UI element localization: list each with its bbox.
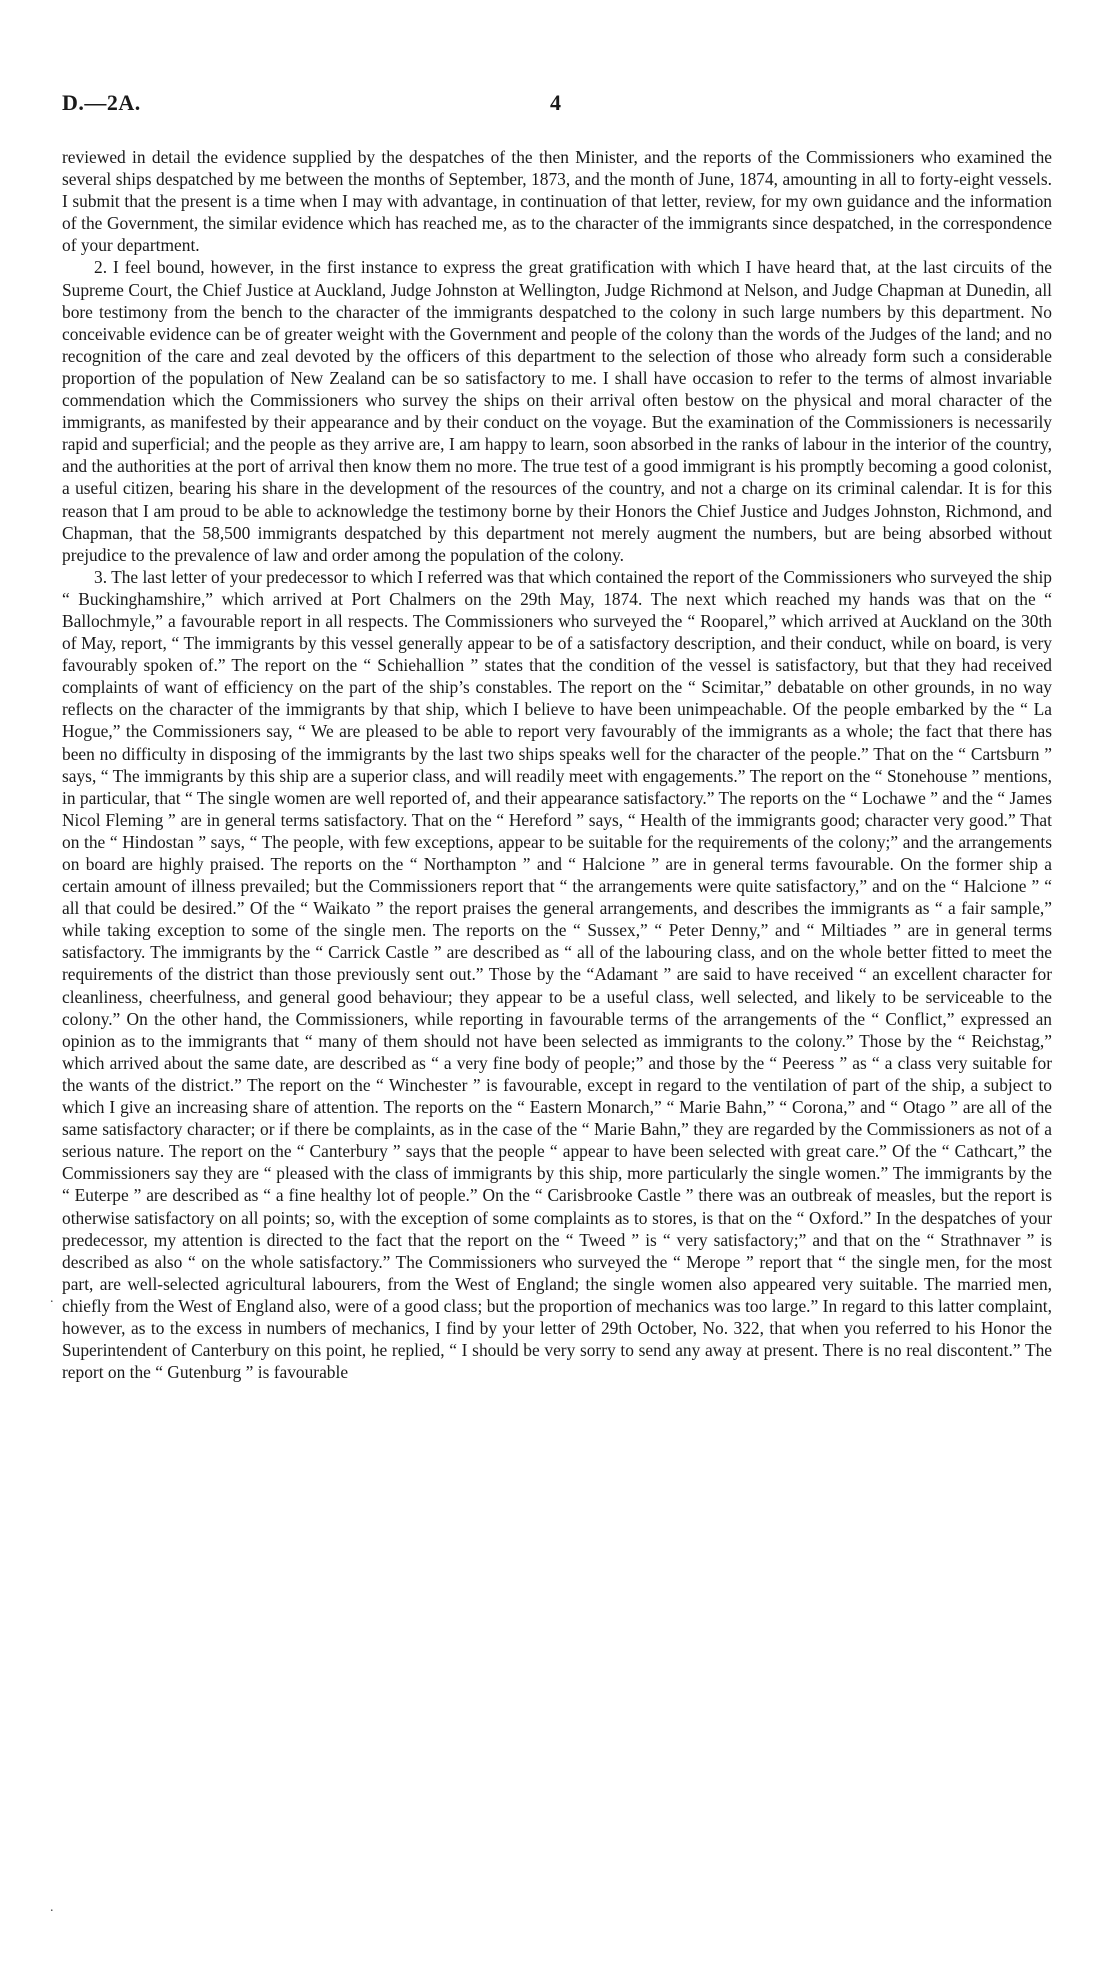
paragraph-3: 3. The last letter of your predecessor to which I referred was that which contained the report of the Commissioners who surveyed the ship “ Buckinghamshire,” which arrived at Port Chalmers on the 29th May, 1874. The next which reached my hands was that on the “ Ballochmyle,” a favourable report in all respects. The Commissioners who surveyed the “ Rooparel,” which arrived at Auckland on the 30th of May, report, “ The immigrants by this vessel generally appear to be of a satisfactory description, and their conduct, while on board, is very favourably spoken of.” The report on the “ Schiehallion ” states that the condition of the vessel is satisfactory, but that they had received complaints of want of efficiency on the part of the ship’s constables. The report on the “ Scimitar,” debatable on other grounds, in no way reflects on the character of the immigrants by that ship, which I believe to have been unimpeachable. Of the people embarked by the “ La Hogue,” the Commissioners say, “ We are pleased to be able to report very favourably of the immigrants as a whole; the fact that there has been no difficulty in disposing of the immigrants by the last two ships speaks well for the character of the people.” That on the “ Cartsburn ” says, “ The immigrants by this ship are a superior class, and will readily meet with engagements.” The report on the “ Stonehouse ” mentions, in particular, that “ The single women are well reported of, and their appearance satisfactory.” The reports on the “ Lochawe ” and the “ James Nicol Fleming ” are in general terms satisfactory. That on the “ Hereford ” says, “ Health of the immigrants good; character very good.” That on the “ Hindostan ” says, “ The people, with few exceptions, appear to be suitable for the requirements of the colony;” and the arrangements on board are highly praised. The reports on the “ Northampton ” and “ Halcione ” are in general terms favourable. On the former ship a certain amount of illness prevailed; but the Commissioners report that “ the arrangements were quite satisfactory,” and on the “ Halcione ” “ all that could be desired.” Of the “ Waikato ” the report praises the general arrangements, and describes the immigrants as “ a fair sample,” while taking exception to some of the single men. The reports on the “ Sussex,” “ Peter Denny,” and “ Miltiades ” are in general terms satisfactory. The immigrants by the “ Carrick Castle ” are described as “ all of the labouring class, and on the whole better fitted to meet the requirements of the district than those previously sent out.” Those by the “Adamant ” are said to have received “ an excellent character for cleanliness, cheerfulness, and general good behaviour; they appear to be a useful class, well selected, and likely to be serviceable to the colony.” On the other hand, the Commissioners, while reporting in favourable terms of the arrangements of the “ Conflict,” expressed an opinion as to the immigrants that “ many of them should not have been selected as immigrants to the colony.” Those by the “ Reichstag,” which arrived about the same date, are described as “ a very fine body of people;” and those by the “ Peeress ” as “ a class very suitable for the wants of the district.” The report on the “ Winchester ” is favourable, except in regard to the ventilation of part of the ship, a subject to which I give an increasing share of attention. The reports on the “ Eastern Monarch,” “ Marie Bahn,” “ Corona,” and “ Otago ” are all of the same satisfactory character; or if there be complaints, as in the case of the “ Marie Bahn,” they are regarded by the Commissioners as not of a serious nature. The report on the “ Canterbury ” says that the people “ appear to have been selected with great care.” Of the “ Cathcart,” the Commissioners say they are “ pleased with the class of immigrants by this ship, more particularly the single women.” The immigrants by the “ Euterpe ” are described as “ a fine healthy lot of people.” On the “ Carisbrooke Castle ” there was an outbreak of measles, but the report is otherwise satisfactory on all points; so, with the exception of some complaints as to stores, is that on the “ Oxford.” In the despatches of your predecessor, my attention is directed to the fact that the report on the “ Tweed ” is “ very satisfactory;” and that on the “ Strathnaver ” is described as also “ on the whole satisfactory.” The Commissioners who surveyed the “ Merope ” report that “ the single men, for the most part, are well-selected agricultural labourers, from the West of England; the single women also appeared very suitable. The married men, chiefly from the West of England also, were of a good class; but the proportion of mechanics was too large.” In regard to this latter complaint, however, as to the excess in numbers of mechanics, I find by your letter of 29th October, No. 322, that when you referred to his Honor the Superintendent of Canterbury on this point, he replied, “ I should be very sorry to send any away at present. There is no real discontent.” The report on the “ Gutenburg ” is favourable	[62, 566, 1052, 1383]
margin-mark: .	[50, 1900, 54, 1915]
paragraph-2: 2. I feel bound, however, in the first instance to express the great gratification with which I have heard that, at the last circuits of the Supreme Court, the Chief Justice at Auckland, Judge Johnston at Wellington, Judge Richmond at Nelson, and Judge Chapman at Dunedin, all bore testimony from the bench to the character of the immigrants despatched to the colony in such large numbers by this department. No conceivable evidence can be of greater weight with the Government and people of the colony than the words of the Judges of the land; and no recognition of the care and zeal devoted by the officers of this department to the selection of those who already form such a considerable proportion of the population of New Zealand can be so satisfactory to me. I shall have occasion to refer to the terms of almost invariable commendation which the Commissioners who survey the ships on their arrival often bestow on the physical and moral character of the immigrants, as manifested by their appearance and by their conduct on the voyage. But the examination of the Commissioners is necessarily rapid and superficial; and the people as they arrive are, I am happy to learn, soon absorbed in the ranks of labour in the interior of the country, and the authorities at the port of arrival then know them no more. The true test of a good immigrant is his promptly becoming a good colonist, a useful citizen, bearing his share in the development of the resources of the country, and not a charge on its criminal calendar. It is for this reason that I am proud to be able to acknowledge the testimony borne by their Honors the Chief Justice and Judges Johnston, Richmond, and Chapman, that the 58,500 immigrants despatched by this department not merely augment the numbers, but are being absorbed without prejudice to the prevalence of law and order among the population of the colony.	[62, 257, 1052, 565]
page-number: 4	[550, 90, 561, 115]
document-reference: D.—2A.	[62, 90, 141, 115]
paragraph-continuation: reviewed in detail the evidence supplied by the despatches of the then Minister, and the reports of the Commissioners who examined the several ships despatched by me between the months of September, 1873, and the month of June, 1874, amounting in all to forty-eight vessels. I submit that the present is a time when I may with advantage, in continuation of that letter, review, for my own guidance and the information of the Government, the similar evidence which has reached me, as to the character of the immigrants since despatched, in the correspondence of your department.	[62, 147, 1052, 256]
running-head	[62, 90, 1052, 120]
body-text	[62, 146, 1052, 1383]
margin-mark: .	[50, 1291, 54, 1306]
